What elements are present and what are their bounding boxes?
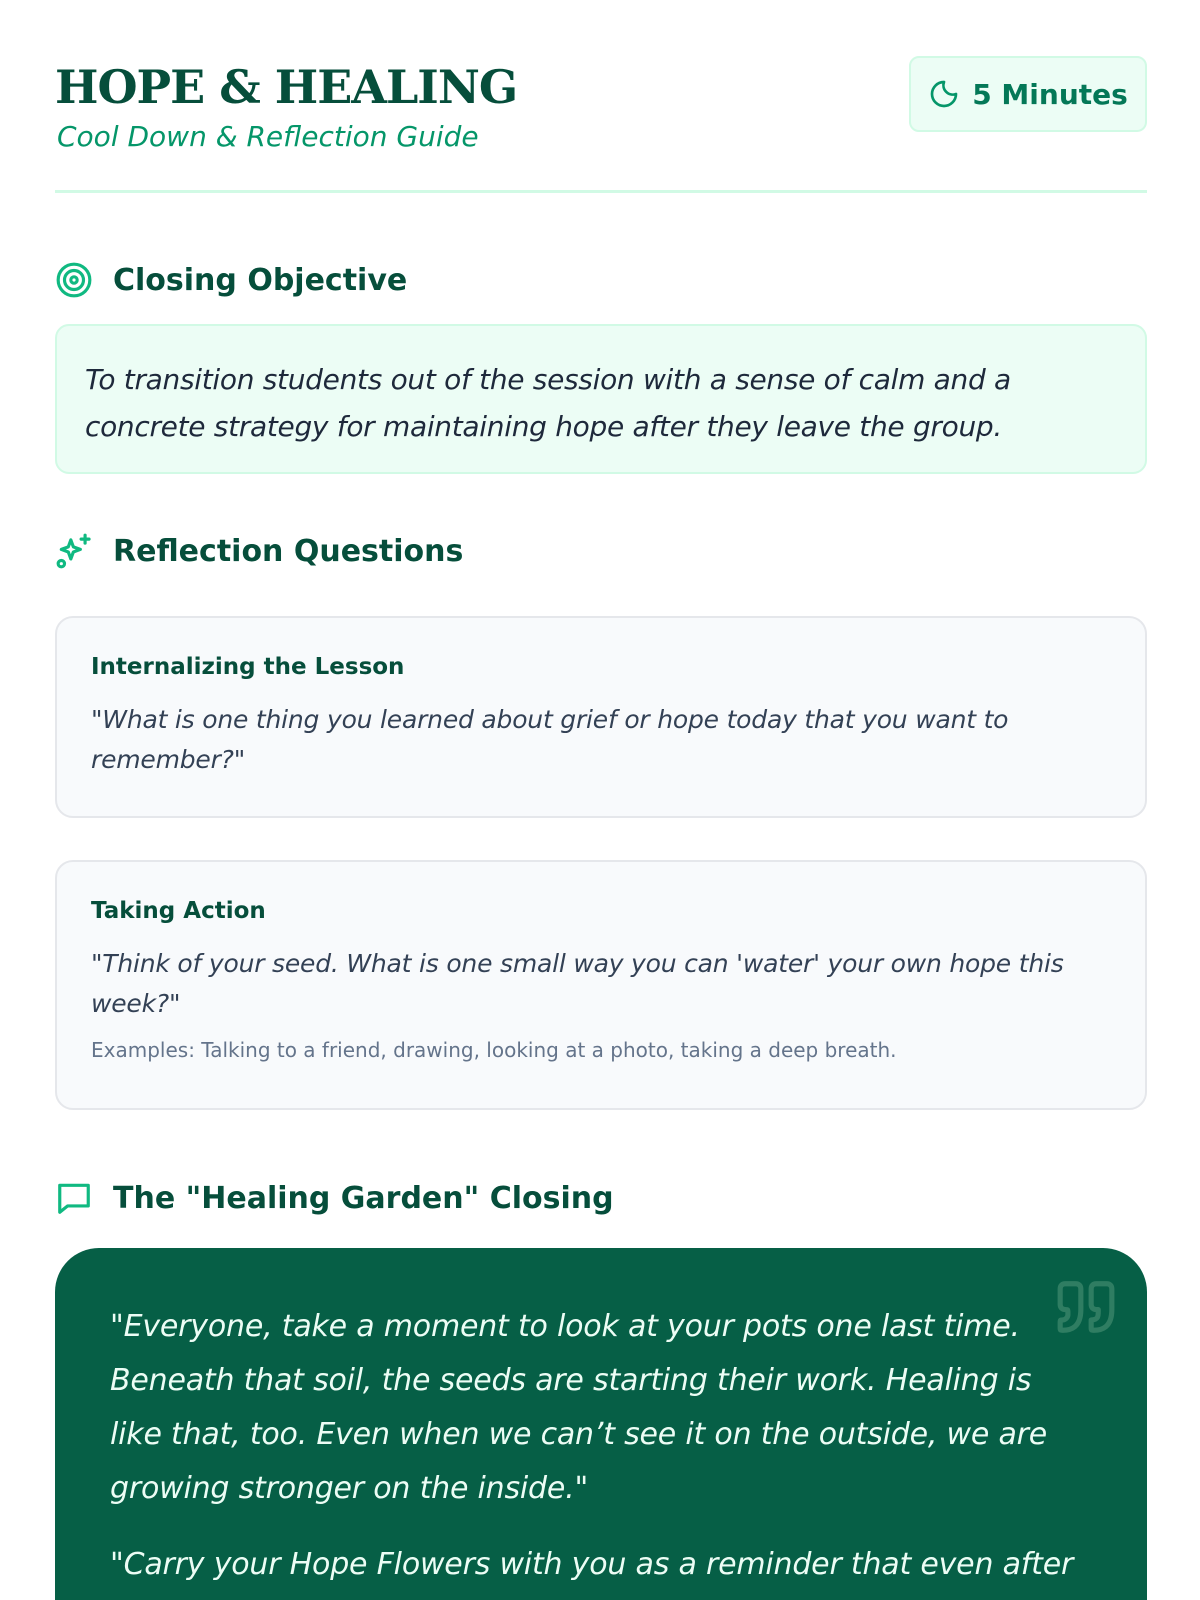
reflection-heading-text: Reflection Questions: [113, 533, 464, 569]
question-card-taking-action: [55, 860, 1147, 1110]
question-card-internalizing: [55, 616, 1147, 818]
objective-card: [55, 324, 1147, 474]
header: [55, 56, 1147, 193]
page-title: HOPE & HEALING: [55, 60, 518, 114]
sparkles-icon: [55, 532, 93, 570]
question-text: "Think of your seed. What is one small way you can 'water' your own hope this week?": [91, 949, 1064, 1018]
page-subtitle: Cool Down & Reflection Guide: [57, 120, 479, 153]
objective-heading-text: Closing Objective: [113, 262, 408, 298]
moon-icon: [928, 78, 960, 110]
duration-label: 5 Minutes: [972, 77, 1128, 111]
page: [55, 0, 1147, 1600]
closing-paragraph: "Carry your Hope Flowers with you as a reminder that even after: [110, 1547, 1074, 1582]
target-icon: [55, 261, 93, 299]
duration-badge: [909, 56, 1147, 132]
closing-paragraph: "Everyone, take a moment to look at your pots one last time. Beneath that soil, the seeds are starting their work. Healing is like that, too. Even when we can’t see it on the outside, we are growing stronger on the inside.": [110, 1309, 1048, 1506]
message-square-icon: [55, 1179, 93, 1217]
objective-heading: [55, 260, 407, 300]
closing-card: [55, 1248, 1147, 1600]
question-example: Examples: Talking to a friend, drawing, looking at a photo, taking a deep breath.: [91, 1038, 897, 1062]
question-text: "What is one thing you learned about grief or hope today that you want to remember?": [91, 705, 1009, 774]
reflection-heading: [55, 531, 463, 571]
question-title: Taking Action: [91, 898, 266, 924]
objective-text: To transition students out of the session with a sense of calm and a concrete strategy for maintaining hope after they leave the group.: [85, 363, 1011, 443]
question-title: Internalizing the Lesson: [91, 654, 405, 680]
closing-heading-text: The "Healing Garden" Closing: [113, 1180, 614, 1216]
quote-icon: [1055, 1276, 1117, 1338]
closing-heading: [55, 1178, 614, 1218]
